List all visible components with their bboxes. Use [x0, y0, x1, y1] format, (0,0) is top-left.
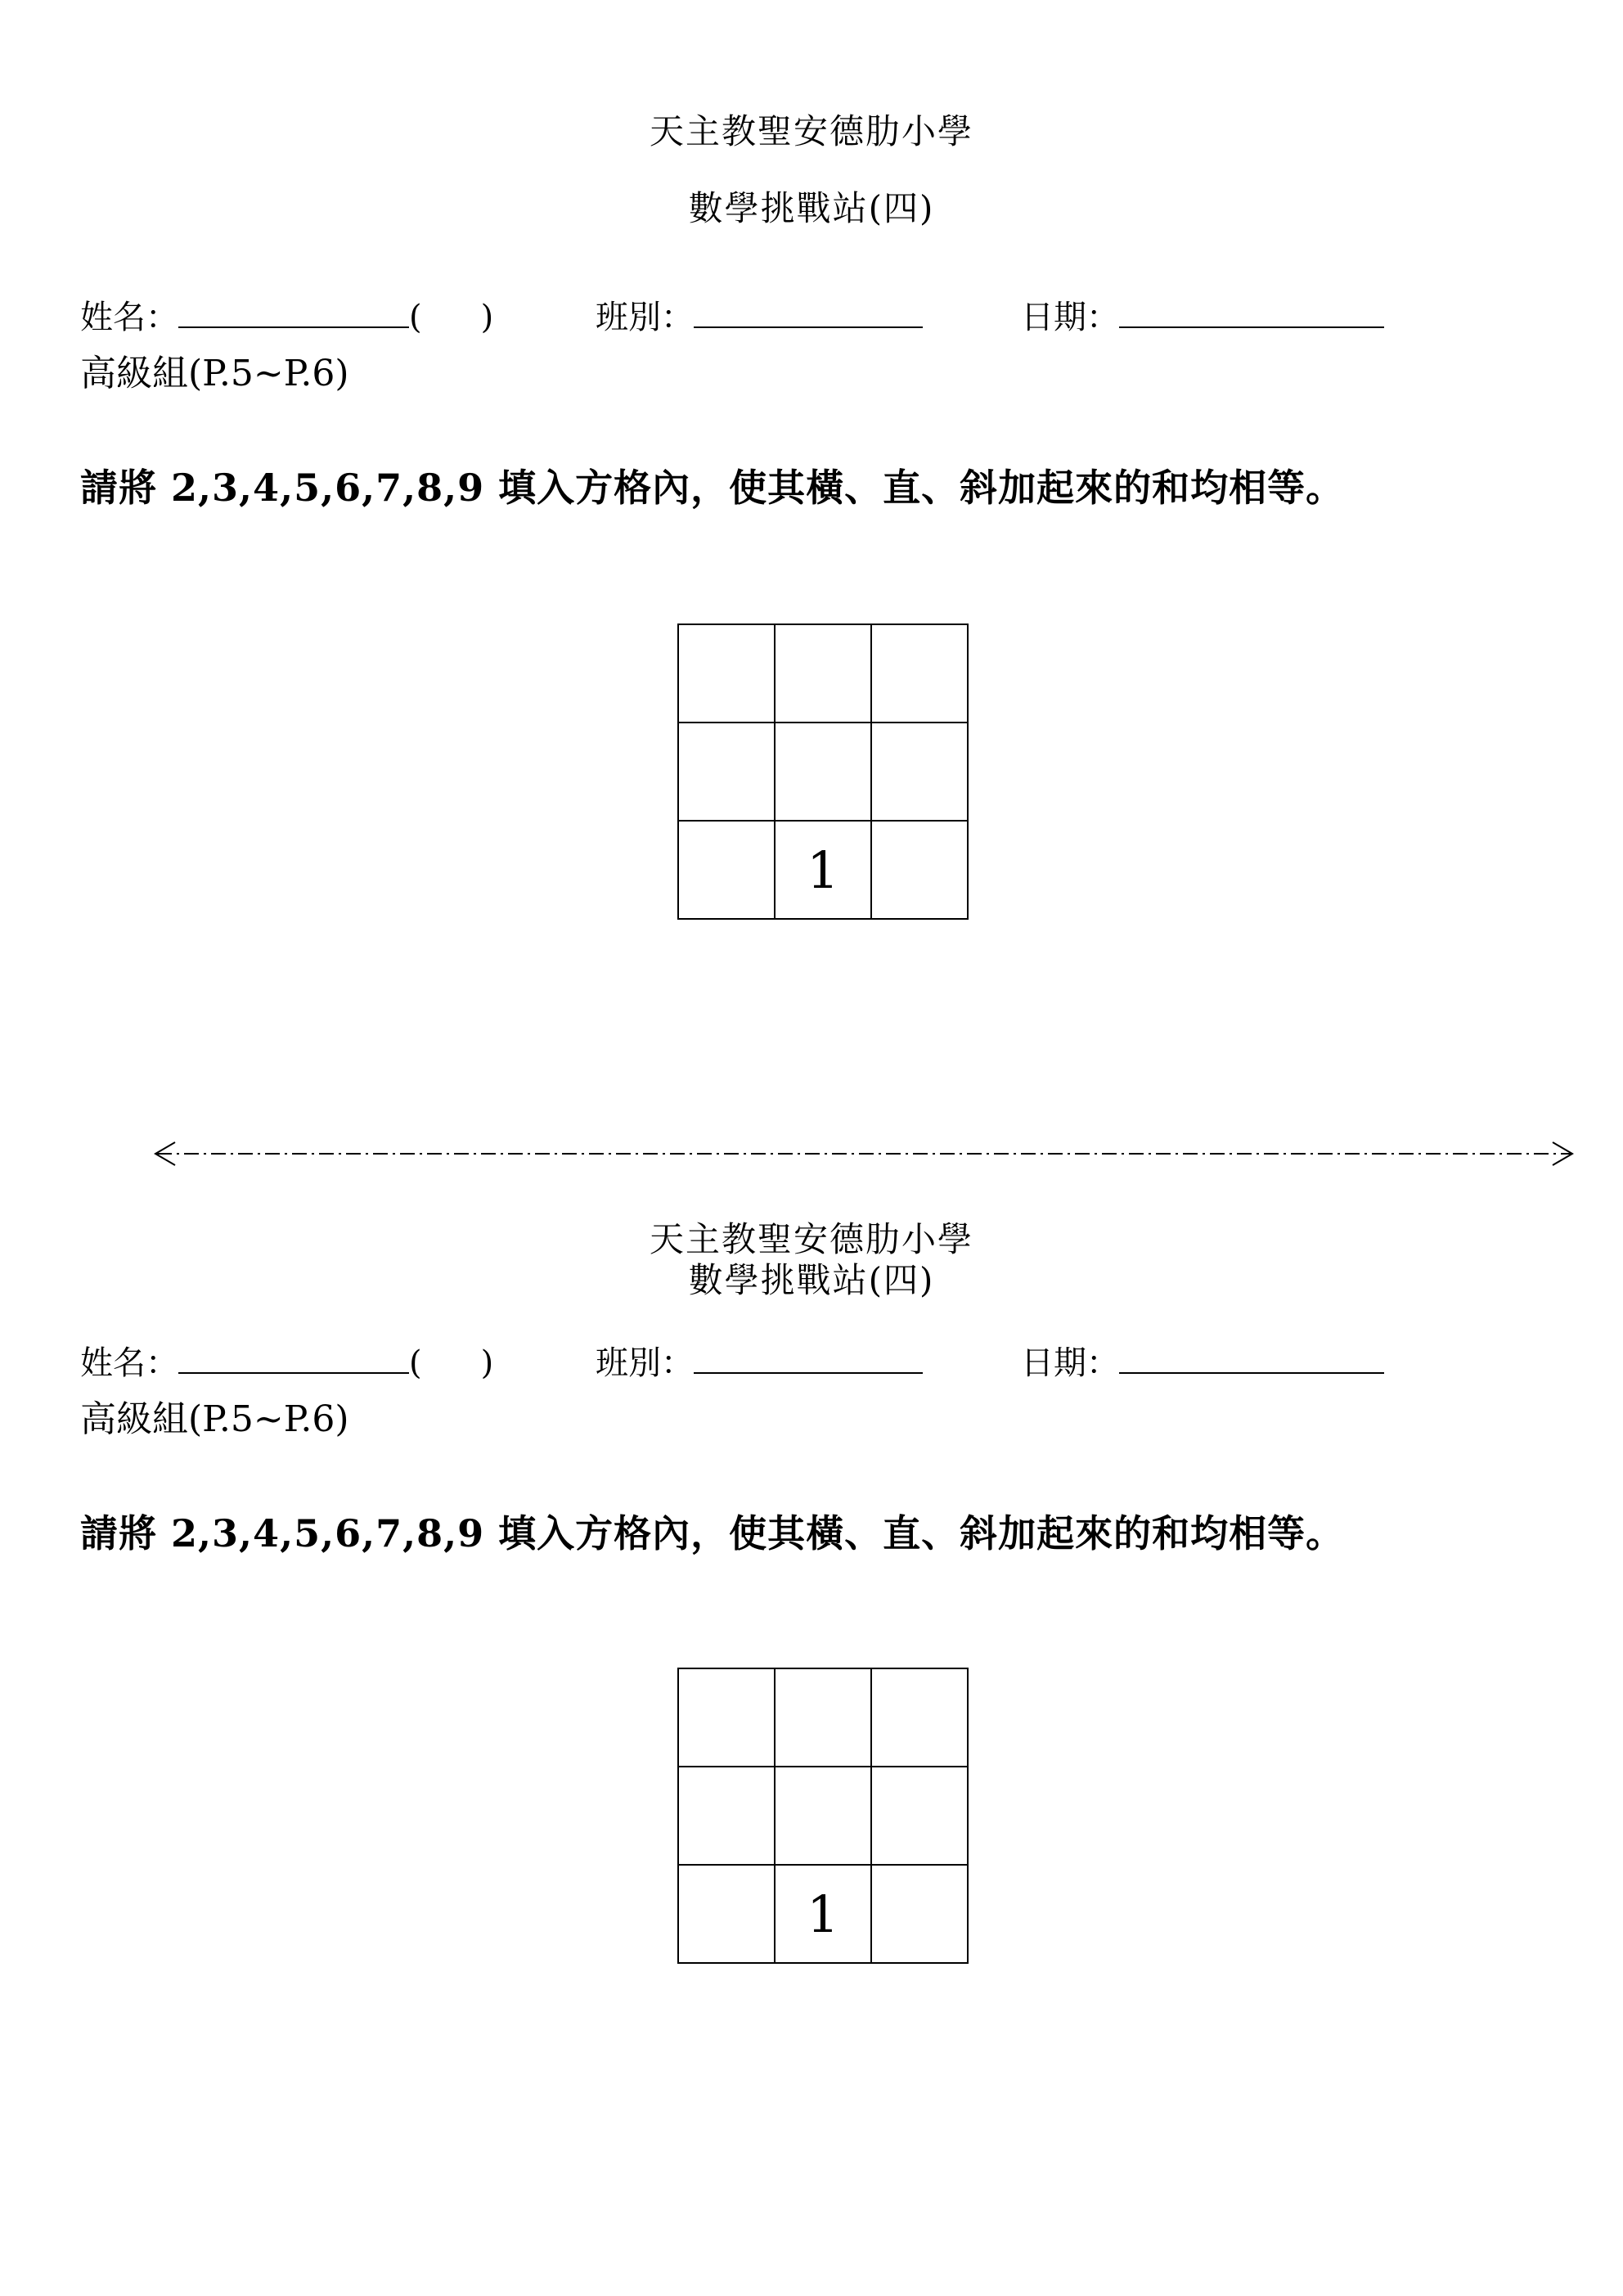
- grid-cell[interactable]: [679, 822, 776, 920]
- magic-square-grid: [677, 1668, 969, 1964]
- grid-cell[interactable]: [872, 822, 969, 920]
- group-label: 高級組(P.5~P.6): [80, 1398, 349, 1440]
- class-blank[interactable]: [694, 299, 923, 328]
- grid-cell[interactable]: [872, 1767, 969, 1866]
- class-number-paren-open: (: [409, 299, 422, 336]
- grid-cell[interactable]: [679, 1767, 776, 1866]
- date-field: [1021, 1337, 1384, 1384]
- name-blank[interactable]: [178, 1344, 409, 1374]
- name-blank[interactable]: [178, 299, 409, 328]
- grid-cell[interactable]: [776, 1669, 872, 1767]
- school-name: 天主教聖安德肋小學: [649, 1219, 973, 1259]
- class-field: [596, 1337, 923, 1384]
- grid-cell[interactable]: [872, 1669, 969, 1767]
- cut-line: [152, 1137, 1576, 1170]
- class-label: 班別：: [596, 299, 694, 336]
- class-field: [596, 291, 923, 338]
- instruction-text: 請將 2,3,4,5,6,7,8,9 填入方格內，使其橫、直、斜加起來的和均相等。: [80, 1511, 1345, 1555]
- grid-cell[interactable]: [679, 1866, 776, 1964]
- instruction-text: 請將 2,3,4,5,6,7,8,9 填入方格內，使其橫、直、斜加起來的和均相等。: [80, 466, 1345, 510]
- grid-cell[interactable]: [872, 625, 969, 723]
- class-number-paren-close: ): [480, 299, 494, 336]
- grid-cell[interactable]: [776, 723, 872, 822]
- date-blank[interactable]: [1119, 299, 1384, 328]
- class-label: 班別：: [596, 1344, 694, 1382]
- grid-cell[interactable]: [872, 1866, 969, 1964]
- name-label: 姓名：: [80, 1344, 178, 1382]
- date-blank[interactable]: [1119, 1344, 1384, 1374]
- worksheet-title: 數學挑戰站(四): [688, 188, 935, 228]
- grid-cell-given: 1: [776, 822, 872, 920]
- grid-cell-given: 1: [776, 1866, 872, 1964]
- grid-cell[interactable]: [776, 625, 872, 723]
- worksheet-title: 數學挑戰站(四): [688, 1260, 935, 1300]
- name-label: 姓名：: [80, 299, 178, 336]
- grid-cell[interactable]: [679, 723, 776, 822]
- name-field: [80, 1337, 493, 1384]
- class-blank[interactable]: [694, 1344, 923, 1374]
- date-field: [1021, 291, 1384, 338]
- school-name: 天主教聖安德肋小學: [649, 111, 973, 151]
- grid-cell[interactable]: [872, 723, 969, 822]
- class-number-paren-close: ): [480, 1344, 494, 1382]
- magic-square-grid: [677, 624, 969, 920]
- grid-cell[interactable]: [776, 1767, 872, 1866]
- group-label: 高級組(P.5~P.6): [80, 353, 349, 394]
- date-label: 日期：: [1021, 1344, 1119, 1382]
- grid-cell[interactable]: [679, 1669, 776, 1767]
- grid-cell[interactable]: [679, 625, 776, 723]
- name-field: [80, 291, 493, 338]
- class-number-paren-open: (: [409, 1344, 422, 1382]
- date-label: 日期：: [1021, 299, 1119, 336]
